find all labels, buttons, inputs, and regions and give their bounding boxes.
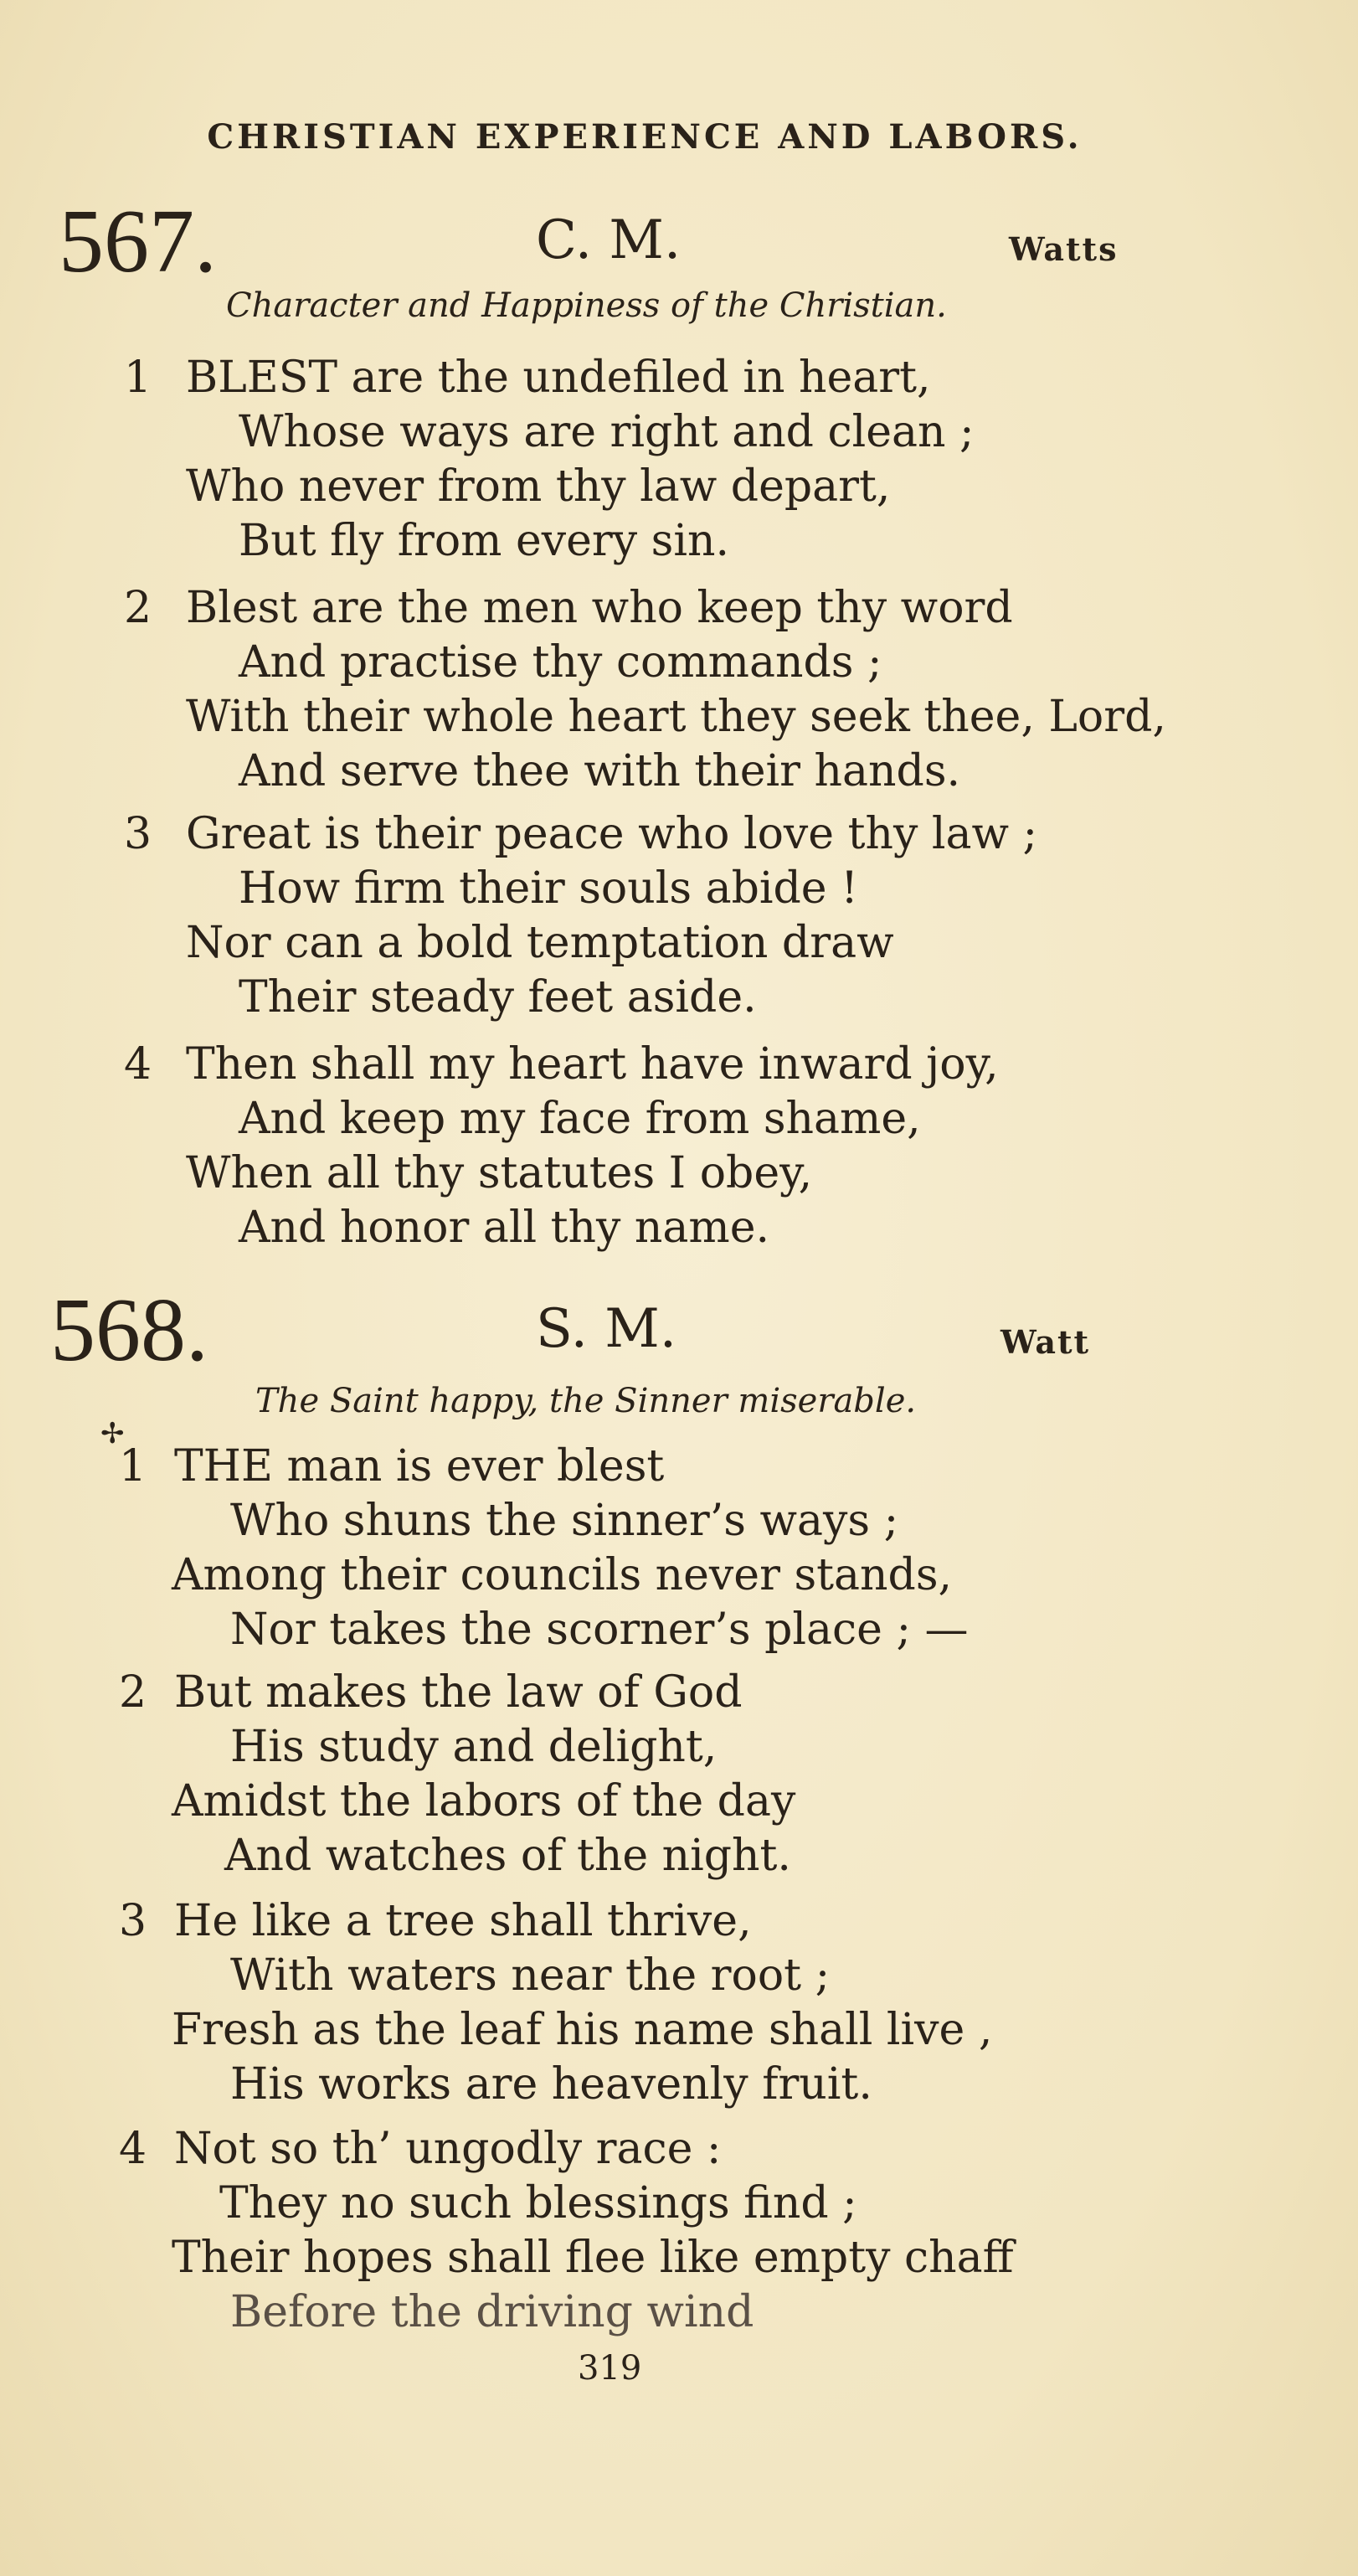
verse-line: Blest are the men who keep thy word [186, 583, 1013, 633]
verse-line: How firm their souls abide ! [239, 863, 858, 914]
page-number: 319 [578, 2349, 642, 2388]
hymn-number: 568. [50, 1280, 208, 1380]
verse-line: With their whole heart they seek thee, Lord, [186, 692, 1166, 742]
hymn-meter: S. M. [536, 1298, 677, 1360]
verse-line: BLEST are the undefiled in heart, [186, 353, 931, 403]
verse-line: When all thy statutes I obey, [186, 1148, 813, 1198]
verse-number: 2 [124, 583, 152, 633]
verse-line: Their hopes shall flee like empty chaff [172, 2233, 1014, 2283]
verse-line: Among their councils never stands, [172, 1550, 953, 1600]
verse-line: They no such blessings find ; [219, 2178, 857, 2228]
running-head: CHRISTIAN EXPERIENCE AND LABORS. [207, 117, 1083, 157]
verse-line: Whose ways are right and clean ; [239, 407, 975, 457]
verse-line: Their steady feet aside. [239, 972, 757, 1023]
verse-line: His works are heavenly fruit. [230, 2059, 872, 2110]
hymn-meter: C. M. [536, 209, 682, 271]
verse-number: 3 [119, 1896, 147, 1946]
verse-number: 4 [119, 2124, 147, 2174]
verse-line: Nor can a bold temptation draw [186, 918, 894, 968]
hymn-composer: Watts [1009, 230, 1119, 268]
verse-line: And honor all thy name. [239, 1203, 770, 1253]
verse-line: Not so th’ ungodly race : [174, 2124, 722, 2174]
verse-line: His study and delight, [230, 1722, 718, 1772]
verse-line: THE man is ever blest [174, 1441, 665, 1492]
verse-line: But makes the law of God [174, 1667, 743, 1718]
verse-line: Amidst the labors of the day [172, 1776, 796, 1826]
printer-mark: ✢ [100, 1417, 125, 1450]
verse-line: Fresh as the leaf his name shall live , [172, 2005, 993, 2055]
verse-line: With waters near the root ; [230, 1950, 831, 2001]
verse-line: Before the driving wind [230, 2287, 754, 2337]
hymn-subtitle: The Saint happy, the Sinner miserable. [255, 1382, 917, 1420]
verse-number: 1 [119, 1441, 147, 1492]
verse-number: 2 [119, 1667, 147, 1718]
verse-number: 1 [124, 353, 152, 403]
verse-line: He like a tree shall thrive, [174, 1896, 752, 1946]
verse-line: Then shall my heart have inward joy, [186, 1039, 999, 1090]
verse-number: 3 [124, 809, 152, 859]
verse-line: And watches of the night. [224, 1831, 791, 1881]
verse-line: And serve thee with their hands. [239, 746, 961, 796]
verse-line: Nor takes the scorner’s place ; — [230, 1605, 969, 1655]
verse-line: And practise thy commands ; [239, 637, 882, 688]
verse-line: Great is their peace who love thy law ; [186, 809, 1038, 859]
verse-number: 4 [124, 1039, 152, 1090]
verse-line: But fly from every sin. [239, 516, 729, 566]
verse-line: Who shuns the sinner’s ways ; [230, 1496, 899, 1546]
hymn-composer: Watt [1000, 1323, 1091, 1361]
hymn-subtitle: Character and Happiness of the Christian. [226, 286, 947, 325]
hymn-number: 567. [59, 192, 217, 291]
verse-line: Who never from thy law depart, [186, 461, 891, 512]
verse-line: And keep my face from shame, [239, 1094, 921, 1144]
